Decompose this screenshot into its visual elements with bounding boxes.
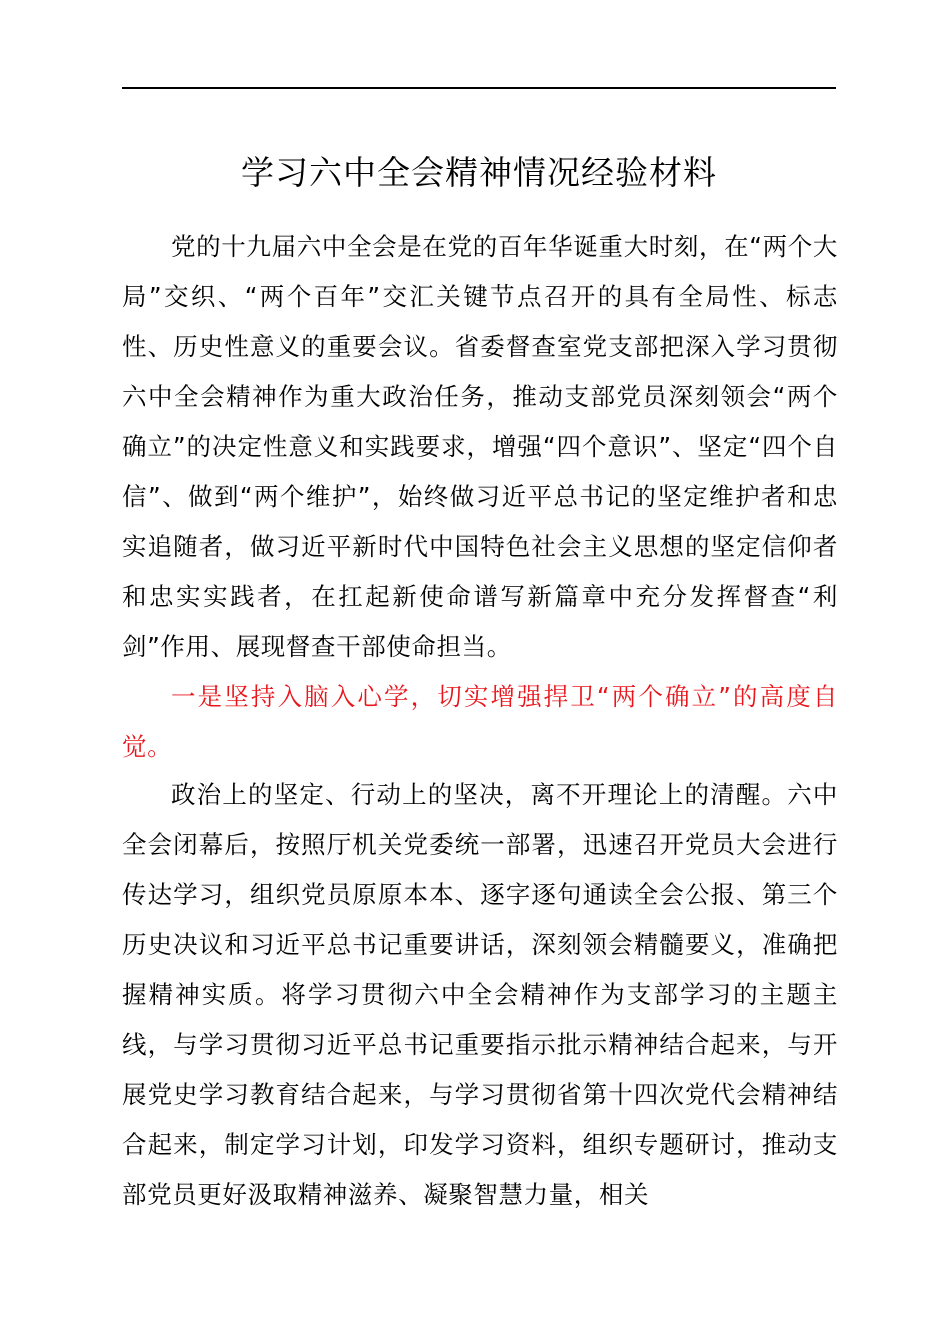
section-heading-one: 一是坚持入脑入心学，切实增强捍卫“两个确立”的高度自觉。 — [122, 682, 838, 761]
paragraph-section-one: 政治上的坚定、行动上的坚决，离不开理论上的清醒。六中全会闭幕后，按照厅机关党委统一部署，迅速召开党员大会进行传达学习，组织党员原原本本、逐字逐句通读全会公报、第三个历史决议和习近平总书记重要讲话，深刻领会精髓要义，准确把握精神实质。将学习贯彻六中全会精神作为支部学习的主题主线，与学习贯彻习近平总书记重要指示批示精神结合起来，与开展党史学习教育结合起来，与学习贯彻省第十四次党代会精神结合起来，制定学习计划，印发学习资料，组织专题研讨，推动支部党员更好汲取精神滋养、凝聚智慧力量，相关 — [122, 780, 838, 1209]
document-title: 学习六中全会精神情况经验材料 — [241, 153, 717, 192]
paragraph-intro: 党的十九届六中全会是在党的百年华诞重大时刻，在“两个大局”交织、“两个百年”交汇关键节点召开的具有全局性、标志性、历史性意义的重要会议。省委督查室党支部把深入学习贯彻六中全会精神作为重大政治任务，推动支部党员深刻领会“两个确立”的决定性意义和实践要求，增强“四个意识”、坚定“四个自信”、做到“两个维护”，始终做习近平总书记的坚定维护者和忠实追随者，做习近平新时代中国特色社会主义思想的坚定信仰者和忠实实践者，在扛起新使命谱写新篇章中充分发挥督查“利剑”作用、展现督查干部使命担当。 — [122, 232, 838, 661]
header-rule — [122, 87, 836, 89]
